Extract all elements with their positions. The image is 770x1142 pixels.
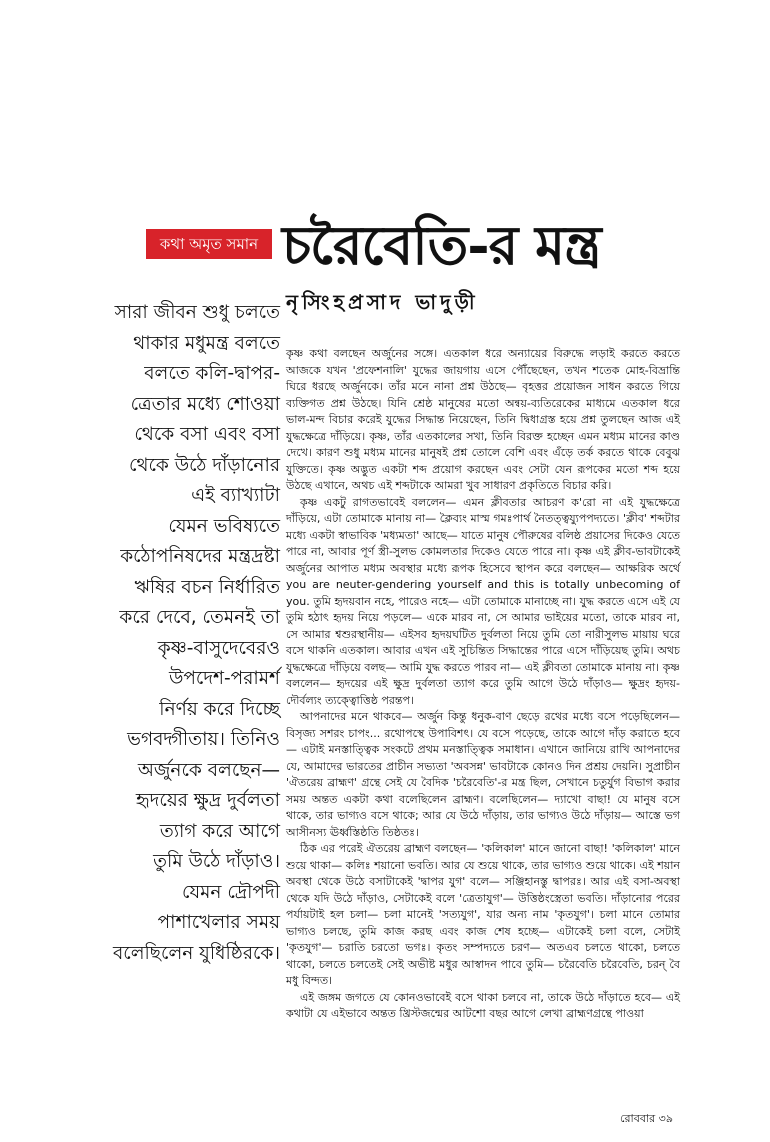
article-title: চরৈবেতি-র মন্ত্র — [282, 213, 601, 277]
article-body — [286, 346, 680, 1023]
body-paragraph: ঠিক এর পরেই ঐতরেয় ব্রাহ্মণ বলছেন— 'কলিকাল' মানে জানো বাছা! 'কলিকাল' মানে শুয়ে থাকা— কলিঃ শয়ানো ভবতি। আর যে শুয়ে থাকে, তার ভাগ্যও শুয়ে থাকে। এই শয়ান অবস্থা থেকে উঠে বসাটাকেই 'দ্বাপর যুগ' বলে— সঞ্জিহানস্তু দ্বাপরঃ। আর এই বসা-অবস্থা থেকে যদি উঠে দাঁড়াও, সেটাকেই বলে 'ত্রেতাযুগ'— উত্তিষ্ঠংস্ত্রেতা ভবতি। দাঁড়ানোর পরের পর্যায়টাই হল চলা— চলা মানেই 'সত্যযুগ', যার অন্য নাম 'কৃতযুগ'। চলা মানে তোমার ভাগ্যও চলছে, তুমি কাজ করছ এবং কাজ শেষ হচ্ছে— এটাকেই চলা বলে, সেটাই 'কৃতযুগ'— চরাতি চরতো ভগঃ। কৃতং সম্পদ্যতে চরণ— অতএব চলতে থাকো, চলতে থাকো, চলতে চলতেই সেই অভীষ্ট মধুর আস্বাদন পাবে তুমি— চরৈবেতি চরৈবেতি, চরন্‌ বৈ মধু বিন্দত। — [286, 842, 680, 987]
pull-quote-line: কঠোপনিষদের মন্ত্রদ্রষ্টা — [120, 546, 280, 567]
author-byline: নৃসিংহপ্রসাদ ভাদুড়ী — [286, 290, 479, 314]
pull-quote-line: ঋষির বচন নির্ধারিত — [134, 576, 280, 598]
body-paragraph: কৃষ্ণ কথা বলছেন অর্জুনের সঙ্গে। এতকাল ধরে অন্যায়ের বিরুদ্ধে লড়াই করতে করতে আজকে যখন 'প্রফেশনালি' যুদ্ধের জায়গায় এসে পৌঁছেছেন, তখন শতেক মোহ-বিভ্রান্তি ঘিরে ধরছে অর্জুনকে। তাঁর মনে নানা প্রশ্ন উঠছে— বৃহত্তর প্রয়োজন সাধন করতে গিয়ে ব্যক্তিগত প্রশ্ন উঠছে। যিনি শ্রেষ্ঠ মানুষের মতো অন্বয়-ব্যতিরেকের মাধ্যমে এতকাল ধরে ভাল-মন্দ বিচার করেই যুদ্ধের সিদ্ধান্ত নিয়েছেন, তিনি দ্বিধাগ্রস্ত হয়ে প্রশ্ন তুলছেন আজ এই যুদ্ধক্ষেত্রে দাঁড়িয়ে। কৃষ্ণ, তাঁর এতকালের সখা, তিনি বিরক্ত হচ্ছেন এমন মধ্যম মানের কাণ্ড দেখে। কারণ শুধু মধ্যম মানের মানুষই প্রশ্ন তোলে বেশি এবং এঁড়ে তর্ক করতে থাকে বেবুঝ যুক্তিতে। কৃষ্ণ অদ্ভুত একটা শব্দ প্রয়োগ করছেন এবং সেটা যেন রূপকের মতো শব্দ হয়ে উঠছে এখানে, অথচ এই শব্দটাকে আমরা খুব সাধারণ প্রকৃতিতে বিচার করি। — [286, 347, 680, 492]
body-paragraph: কৃষ্ণ একটু রাগতভাবেই বললেন— এমন ক্লীবতার আচরণ ক'রো না এই যুদ্ধক্ষেত্রে দাঁড়িয়ে, এটা তোমাকে মানায় না— ক্লৈব্যং মাস্ম গমঃপার্থ নৈতত্ত্বয্যুপপদ্যতে। 'ক্লীব' শব্দটার মধ্যে একটা স্বাভাবিক 'মধ্যমতা' আছে— যাতে মানুষ পৌরুষের বলিষ্ঠ প্রয়াসের দিকেও যেতে পারে না, আবার পূর্ণ স্ত্রী-সুলভ কোমলতার দিকেও যেতে পারে না। কৃষ্ণ এই ক্লীব-ভাবটাকেই অর্জুনের আপাত মধ্যম অবস্থার মধ্যে রূপক হিসেবে স্থাপন করে বলছেন— আক্ষরিক অর্থে you are neuter-gendering yourself and this is totally unbecoming of you. তুমি হৃদয়বান নহে, পারেও নহে— এটা তোমাকে মানাচ্ছে না। যুদ্ধ করতে এসে এই যে তুমি হঠাৎ হৃদয় নিয়ে পড়লে— একে মারব না, সে আমার ভাইয়ের মতো, তাকে মারব না, সে আমার শ্বশুরস্থানীয়— এইসব হৃদয়ঘটিত দুর্বলতা নিয়ে তুমি তো নারীসুলভ মায়ায় ঘরে বসে থাকনি এতকাল। আবার এখন এই সুচিন্তিত সিদ্ধান্তের পারে এসে দাঁড়িয়েছ তুমি। অথচ যুদ্ধক্ষেত্রে দাঁড়িয়ে বলছ— আমি যুদ্ধ করতে পারব না— এই ক্লীবতা তোমাকে মানায় না। কৃষ্ণ বললেন— হৃদয়ের এই ক্ষুদ্র দুর্বলতা ত্যাগ করে তুমি আগে উঠে দাঁড়াও— ক্ষুদ্রং হৃদয়-দৌর্বল্যং ত্যক্ত্বোত্তিষ্ঠ পরন্তপ। — [286, 495, 680, 707]
pull-quote-line: বলেছিলেন যুধিষ্ঠিরকে। — [113, 942, 280, 964]
pull-quote-line: যেমন ভবিষ্যতে — [168, 515, 280, 537]
pull-quote-line: ত্রেতার মধ্যে শোওয়া — [130, 393, 280, 415]
pull-quote-line: যেমন দ্রৌপদী — [181, 881, 280, 903]
pull-quote-line: পাশাখেলার সময় — [157, 912, 280, 933]
page-footer: রোববার ৩৯ — [620, 1112, 673, 1125]
pull-quote-line: ভগবদ্গীতায়। তিনিও — [127, 729, 280, 750]
pull-quote-line: বলতে কলি-দ্বাপর- — [144, 363, 280, 384]
pull-quote-line: থেকে উঠে দাঁড়ানোর — [128, 454, 280, 476]
pull-quote — [100, 298, 280, 969]
pull-quote-line: তুমি উঠে দাঁড়াও। — [153, 851, 280, 872]
pull-quote-line: থাকার মধুমন্ত্র বলতে — [133, 332, 280, 354]
pull-quote-line: এই ব্যাখ্যাটা — [191, 485, 280, 506]
body-paragraph: এই জঙ্গম জগতে যে কোনওভাবেই বসে থাকা চলবে না, তাকে উঠে দাঁড়াতে হবে— এই কথাটা যে এইভাবে অন্তত খ্রিস্টজন্মের আটশো বছর আগে লেখা ব্রাহ্মণগ্রন্থে পাওয়া — [286, 990, 680, 1020]
pull-quote-line: থেকে বসা এবং বসা — [134, 424, 280, 445]
pull-quote-line: উপদেশ-পরামর্শ — [168, 668, 280, 689]
section-tag: কথা অমৃত সমান — [146, 229, 272, 259]
body-paragraph: আপনাদের মনে থাকবে— অর্জুন কিন্তু ধনুক-বাণ ছেড়ে রথের মধ্যে বসে পড়েছিলেন— বিসৃজ্য সশরং চাপং... রথোপস্থে উপাবিশৎ। যে বসে পড়েছে, তাকে আগে দাঁড় করাতে হবে— এটাই মনস্তাত্ত্বিক সংকটে প্রথম মনস্তাত্ত্বিক সমাধান। এখানে জানিয়ে রাখি আপনাদের যে, আমাদের ভারতের প্রাচীন সভ্যতা 'অবসন্ন' ভাবটাকে কোনও দিন প্রশ্রয় দেয়নি। সুপ্রাচীন 'ঐতরেয় ব্রাহ্মণ' গ্রন্থে সেই যে বৈদিক 'চরৈবেতি'-র মন্ত্র ছিল, সেখানে চতুর্যুগ বিভাগ করার সময় অন্তত একটা কথা বলেছিলেন ব্রাহ্মণ। বলেছিলেন— দ্যাখো বাছা! যে মানুষ বসে থাকে, তার ভাগ্যও বসে থাকে; আর যে উঠে দাঁড়ায়, তার ভাগ্যও উঠে দাঁড়ায়— আস্তে ভগ আসীনস্য ঊর্ধ্বস্তিষ্ঠতি তিষ্ঠতঃ। — [286, 710, 680, 839]
pull-quote-line: করে দেবে, তেমনই তা — [119, 607, 280, 628]
pull-quote-line: সারা জীবন শুধু চলতে — [114, 302, 280, 323]
pull-quote-line: হৃদয়ের ক্ষুদ্র দুর্বলতা — [135, 790, 280, 811]
pull-quote-line: কৃষ্ণ-বাসুদেবেরও — [157, 637, 280, 659]
pull-quote-line: ত্যাগ করে আগে — [159, 820, 280, 842]
pull-quote-line: নির্ণয় করে দিচ্ছে — [159, 698, 280, 720]
pull-quote-line: অর্জুনকে বলছেন— — [137, 759, 280, 781]
